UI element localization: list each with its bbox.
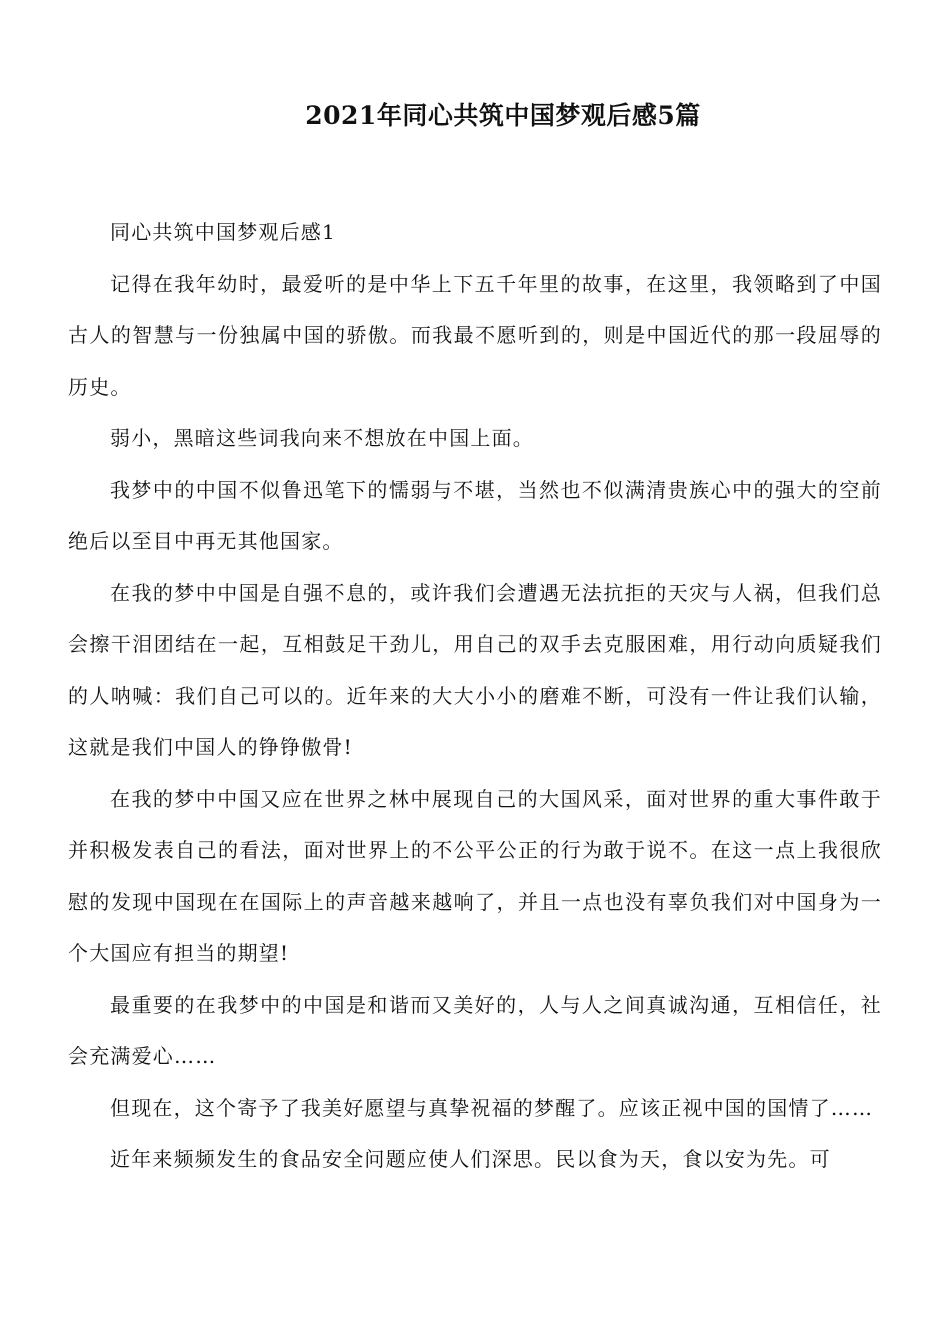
document-title: 2021年同心共筑中国梦观后感5篇: [305, 101, 701, 130]
section-heading: 同心共筑中国梦观后感1: [110, 220, 336, 244]
body-paragraph: 在我的梦中中国又应在世界之林中展现自己的大国风采，面对世界的重大事件敢于并积极发表自己的看法，面对世界上的不公平公正的行为敢于说不。在这一点上我很欣慰的发现中国现在在国际上的声音越来越响了，并且一点也没有辜负我们对中国身为一个大国应有担当的期望!: [68, 786, 882, 965]
body-paragraph: 但现在，这个寄予了我美好愿望与真挚祝福的梦醒了。应该正视中国的国情了……: [110, 1095, 874, 1120]
body-paragraph: 近年来频频发生的食品安全问题应使人们深思。民以食为天，食以安为先。可: [110, 1147, 831, 1171]
body-paragraph: 弱小，黑暗这些词我向来不想放在中国上面。: [110, 426, 534, 450]
body-paragraph: 在我的梦中中国是自强不息的，或许我们会遭遇无法抗拒的天灾与人祸，但我们总会擦干泪团结在一起，互相鼓足干劲儿，用自己的双手去克服困难，用行动向质疑我们的人呐喊：我们自己可以的。近年来的大大小小的磨难不断，可没有一件让我们认输，这就是我们中国人的铮铮傲骨!: [68, 580, 882, 759]
body-paragraph: 记得在我年幼时，最爱听的是中华上下五千年里的故事，在这里，我领略到了中国古人的智慧与一份独属中国的骄傲。而我最不愿听到的，则是中国近代的那一段屈辱的历史。: [68, 271, 882, 399]
body-paragraph: 最重要的在我梦中的中国是和谐而又美好的，人与人之间真诚沟通，互相信任，社会充满爱心……: [68, 992, 882, 1068]
body-paragraph: 我梦中的中国不似鲁迅笔下的懦弱与不堪，当然也不似满清贵族心中的强大的空前绝后以至目中再无其他国家。: [68, 477, 882, 553]
document-body: [68, 207, 882, 1186]
